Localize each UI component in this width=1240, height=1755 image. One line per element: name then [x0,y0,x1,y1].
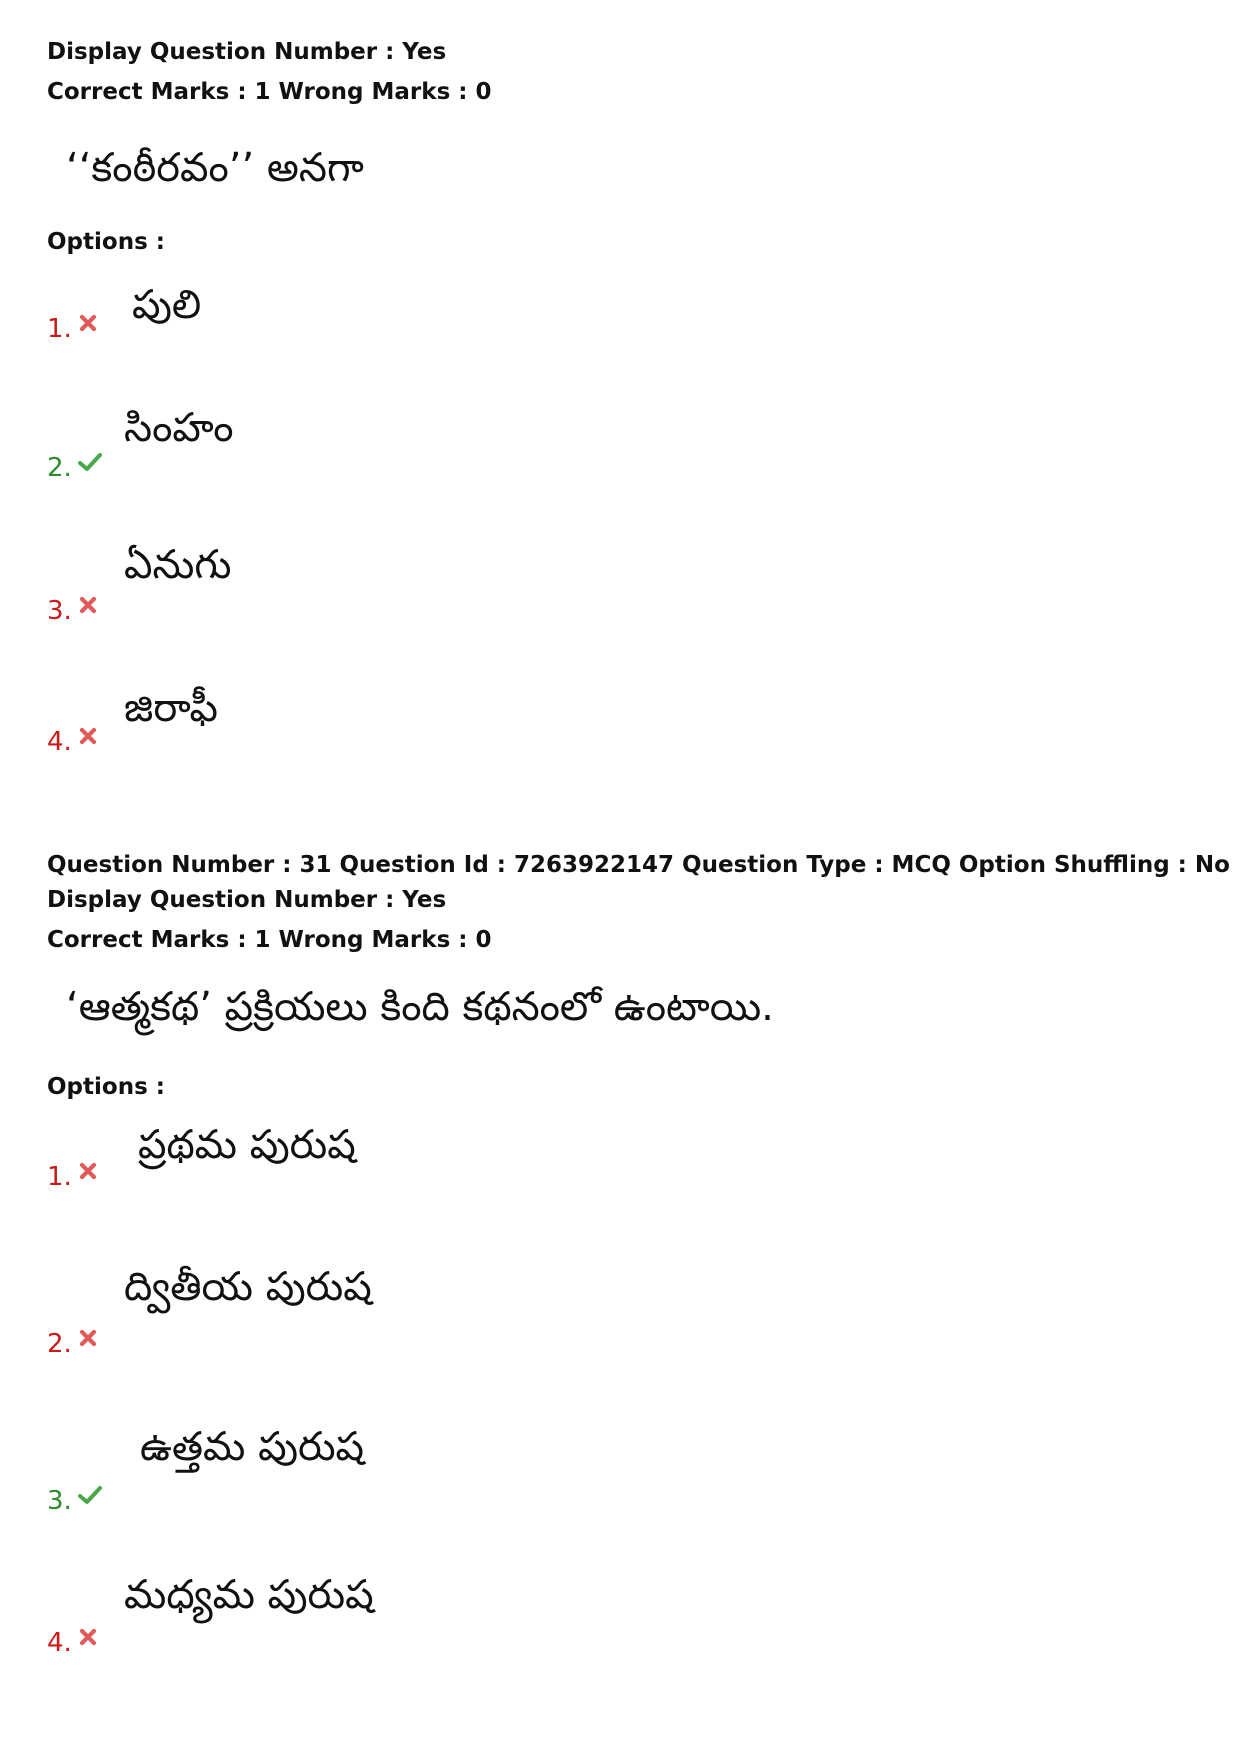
option-text: ప్రథమ పురుష [138,1122,356,1168]
option-text: సింహం [124,405,234,451]
cross-icon [78,313,98,333]
marks-info: Correct Marks : 1 Wrong Marks : 0 [47,79,492,105]
marks-info: Correct Marks : 1 Wrong Marks : 0 [47,927,492,953]
option-number: 2. [47,1329,72,1359]
option-text: మధ్యమ పురుష [124,1572,374,1618]
option-text: ఏనుగు [124,542,232,588]
option-number: 3. [47,596,72,626]
option-text: ఉత్తమ పురుష [140,1424,365,1470]
options-heading: Options : [47,229,165,255]
option-number: 1. [47,1162,72,1192]
cross-icon [78,1328,98,1348]
question-header: Question Number : 31 Question Id : 7263922147 Question Type : MCQ Option Shuffling : No [47,852,1230,878]
option-number: 4. [47,727,72,757]
option-number: 1. [47,314,72,344]
option-number: 4. [47,1628,72,1658]
cross-icon [78,726,98,746]
cross-icon [78,595,98,615]
question-text: ‘‘కంఠీరవం’’ అనగా [66,145,364,191]
display-question-number: Display Question Number : Yes [47,887,447,913]
option-number: 3. [47,1486,72,1516]
question-text: ‘ఆత్మకథ’ ప్రక్రియలు కింది కథనంలో ఉంటాయి. [66,984,774,1030]
option-text: పులి [132,282,202,328]
cross-icon [78,1627,98,1647]
cross-icon [78,1161,98,1181]
option-text: ద్వితీయ పురుష [124,1264,372,1310]
check-icon [78,1485,102,1505]
options-heading: Options : [47,1074,165,1100]
option-text: జిరాఫీ [124,685,218,731]
display-question-number: Display Question Number : Yes [47,39,447,65]
check-icon [78,452,102,472]
option-number: 2. [47,453,72,483]
